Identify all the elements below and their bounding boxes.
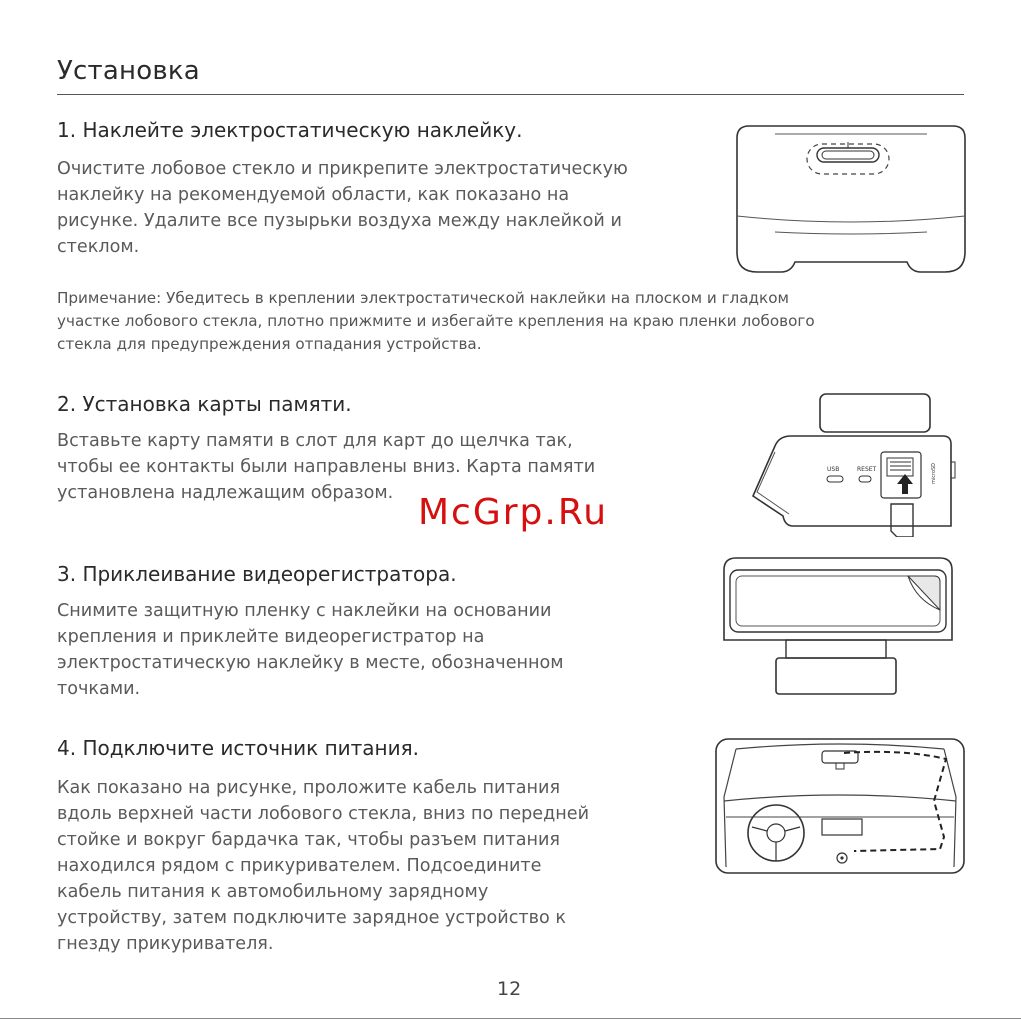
bottom-divider <box>0 1018 1021 1019</box>
step-1-line: стеклом. <box>57 237 140 257</box>
step-4-title: 4. Подключите источник питания. <box>57 736 420 760</box>
step-1-body <box>57 156 707 260</box>
figure-peel-film <box>722 556 954 698</box>
step-3-body <box>57 598 697 702</box>
step-2-line: чтобы ее контакты были направлены вниз. Карта памяти <box>57 457 596 477</box>
note-line: стекла для предупреждения отпадания устройства. <box>57 335 482 353</box>
port-label-microsd: microSD <box>931 462 937 484</box>
step-4-line: устройству, затем подключите зарядное устройство к <box>57 908 566 928</box>
step-3-line: точками. <box>57 679 141 699</box>
page-number: 12 <box>497 978 522 1000</box>
step-2-line: установлена надлежащим образом. <box>57 483 394 503</box>
step-3-title: 3. Приклеивание видеорегистратора. <box>57 562 457 586</box>
step-4-line: вдоль верхней части лобового стекла, вниз по передней <box>57 804 590 824</box>
title-divider <box>57 94 964 95</box>
port-label-usb: USB <box>827 466 840 473</box>
figure-windshield-sticker <box>735 124 967 276</box>
figure-power-cable-route <box>714 737 966 875</box>
installation-note <box>57 287 957 356</box>
watermark: McGrp.Ru <box>418 492 609 533</box>
step-4-body <box>57 775 697 957</box>
step-2-title: 2. Установка карты памяти. <box>57 392 352 416</box>
step-1-line: наклейку на рекомендуемой области, как показано на <box>57 185 570 205</box>
step-3-line: Снимите защитную пленку с наклейки на основании <box>57 601 552 621</box>
step-4-line: гнезду прикуривателя. <box>57 934 274 954</box>
port-label-reset: RESET <box>857 466 877 473</box>
step-1-line: рисунке. Удалите все пузырьки воздуха между наклейкой и <box>57 211 622 231</box>
page-title: Установка <box>57 56 200 86</box>
figure-memory-card <box>745 392 960 537</box>
step-4-line: кабель питания к автомобильному зарядному <box>57 882 489 902</box>
step-3-line: электростатическую наклейку в месте, обозначенном <box>57 653 564 673</box>
step-4-line: Как показано на рисунке, проложите кабель питания <box>57 778 561 798</box>
step-2-line: Вставьте карту памяти в слот для карт до щелчка так, <box>57 431 573 451</box>
step-1-line: Очистите лобовое стекло и прикрепите электростатическую <box>57 159 628 179</box>
step-4-line: стойке и вокруг бардачка так, чтобы разъем питания <box>57 830 561 850</box>
step-3-line: крепления и приклейте видеорегистратор на <box>57 627 485 647</box>
step-1-title: 1. Наклейте электростатическую наклейку. <box>57 118 523 142</box>
note-line: участке лобового стекла, плотно прижмите и избегайте крепления на краю пленки лобового <box>57 312 815 330</box>
step-4-line: находился рядом с прикуривателем. Подсоедините <box>57 856 542 876</box>
note-line: Примечание: Убедитесь в креплении электростатической наклейки на плоском и гладком <box>57 289 789 307</box>
